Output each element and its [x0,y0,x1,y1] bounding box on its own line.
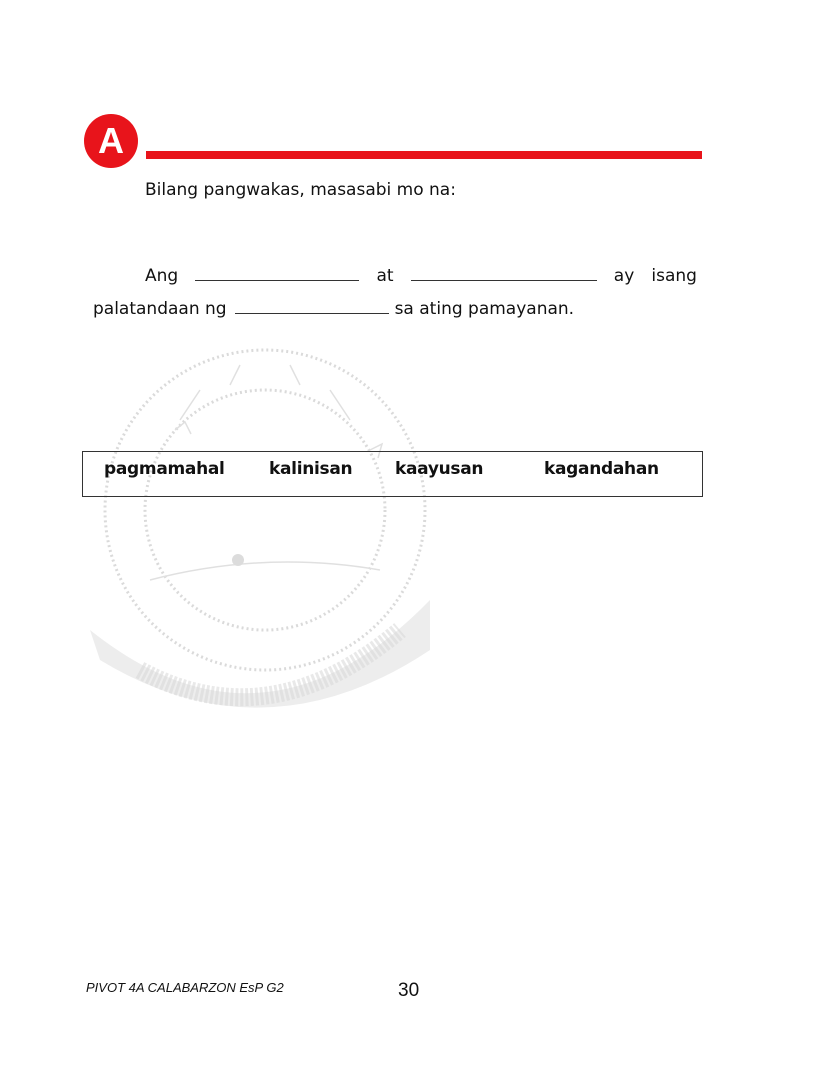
school-seal-icon [80,330,450,740]
sentence-start: Ang [145,266,179,286]
sentence-line2-end: sa ating pamayanan. [394,299,575,319]
blank-2[interactable] [411,262,597,281]
word-bank-item: kagandahan [544,459,659,479]
sentence-ay: ay [613,266,635,286]
blank-3[interactable] [235,295,389,314]
word-bank [82,451,703,497]
word-bank-item: kalinisan [269,459,353,479]
blank-1[interactable] [195,262,359,281]
word-bank-item: pagmamahal [104,459,225,479]
page-number: 30 [398,980,420,1001]
word-bank-item: kaayusan [395,459,484,479]
section-divider [146,151,702,159]
section-letter: A [98,120,124,161]
sentence-line2-start: palatandaan ng [93,299,227,319]
sentence-line-1 [145,262,697,286]
sentence-connector: at [376,266,394,286]
footer-text: PIVOT 4A CALABARZON EsP G2 [86,980,284,995]
sentence-isang: isang [651,266,697,286]
sentence-line-2 [93,295,574,319]
section-badge [84,114,138,168]
intro-text: Bilang pangwakas, masasabi mo na: [145,180,456,200]
